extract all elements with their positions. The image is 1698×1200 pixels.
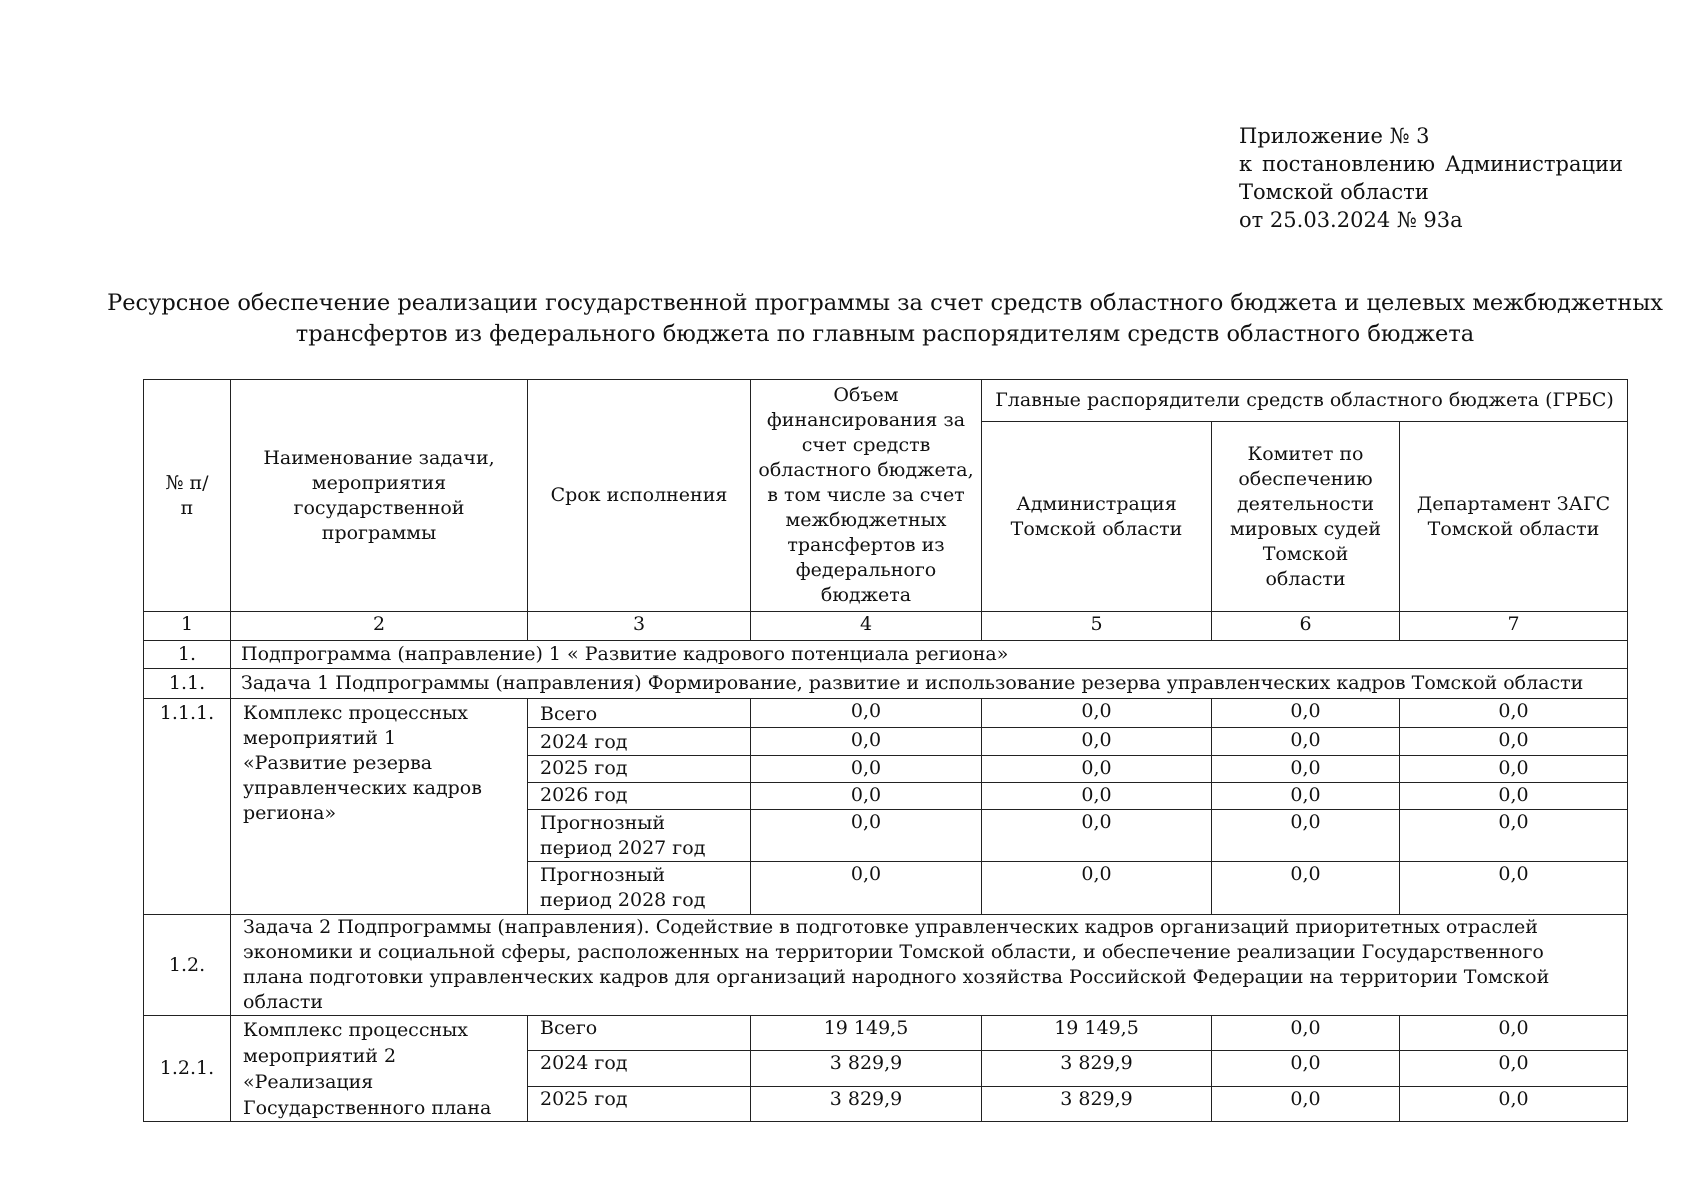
complex-num: 1.2.1. (144, 1016, 231, 1122)
resource-table (143, 379, 1628, 1122)
admin-cell: 3 829,9 (982, 1051, 1212, 1086)
term-cell: Прогнозный период 2027 год (528, 810, 751, 862)
committee-cell: 0,0 (1212, 699, 1400, 728)
volume-cell: 0,0 (751, 783, 982, 810)
admin-cell: 0,0 (982, 728, 1212, 756)
zags-cell: 0,0 (1400, 1086, 1628, 1121)
subprogram-title: Подпрограмма (направление) 1 « Развитие кадрового потенциала региона» (231, 641, 1628, 669)
committee-cell: 0,0 (1212, 756, 1400, 783)
table-row (144, 1016, 1628, 1051)
zags-cell: 0,0 (1400, 783, 1628, 810)
zags-cell: 0,0 (1400, 810, 1628, 862)
appendix-region: Томской области (1239, 180, 1429, 204)
volume-cell: 0,0 (751, 756, 982, 783)
document-title-line-1: Ресурсное обеспечение реализации государственной программы за счет средств областного бюджета и целевых межбюджетных (107, 290, 1663, 316)
column-number: 7 (1400, 612, 1628, 641)
admin-cell: 0,0 (982, 699, 1212, 728)
task-row (144, 915, 1628, 1016)
zags-cell: 0,0 (1400, 1016, 1628, 1051)
header-num: № п/п (144, 380, 231, 612)
header-name: Наименование задачи, мероприятия государственной программы (231, 380, 528, 612)
committee-cell: 0,0 (1212, 1051, 1400, 1086)
task-num: 1.2. (144, 915, 231, 1016)
term-cell: 2024 год (528, 1051, 751, 1086)
subprogram-num: 1. (144, 641, 231, 669)
task-title: Задача 2 Подпрограммы (направления). Содействие в подготовке управленческих кадров организаций приоритетных отраслей экономики и социальной сферы, расположенных на территории Томской области, и обеспечение реализации Государственного плана подготовки управленческих кадров для организаций народного хозяйства Российской Федерации на территории Томской области (231, 915, 1628, 1016)
appendix-date: от 25.03.2024 № 93а (1239, 208, 1463, 232)
volume-cell: 3 829,9 (751, 1086, 982, 1121)
column-number: 4 (751, 612, 982, 641)
task-row (144, 669, 1628, 699)
appendix-number: Приложение № 3 (1239, 124, 1430, 148)
table-row (144, 699, 1628, 728)
complex-name: Комплекс процессных мероприятий 1 «Развитие резерва управленческих кадров региона» (231, 699, 528, 915)
zags-cell: 0,0 (1400, 728, 1628, 756)
admin-cell: 0,0 (982, 783, 1212, 810)
task-title: Задача 1 Подпрограммы (направления) Формирование, развитие и использование резерва управленческих кадров Томской области (231, 669, 1628, 699)
committee-cell: 0,0 (1212, 783, 1400, 810)
admin-cell: 0,0 (982, 810, 1212, 862)
committee-cell: 0,0 (1212, 1016, 1400, 1051)
header-volume: Объем финансирования за счет средств областного бюджета, в том числе за счет межбюджетных трансфертов из федерального бюджета (751, 380, 982, 612)
header-committee: Комитет по обеспечению деятельности мировых судей Томской области (1212, 422, 1400, 612)
committee-cell: 0,0 (1212, 862, 1400, 915)
term-cell: 2025 год (528, 1086, 751, 1121)
admin-cell: 3 829,9 (982, 1086, 1212, 1121)
volume-cell: 0,0 (751, 728, 982, 756)
volume-cell: 0,0 (751, 862, 982, 915)
volume-cell: 3 829,9 (751, 1051, 982, 1086)
complex-name: Комплекс процессных мероприятий 2 «Реализация Государственного плана (231, 1016, 528, 1122)
zags-cell: 0,0 (1400, 699, 1628, 728)
admin-cell: 0,0 (982, 756, 1212, 783)
term-cell: 2024 год (528, 728, 751, 756)
term-cell: 2025 год (528, 756, 751, 783)
committee-cell: 0,0 (1212, 728, 1400, 756)
term-cell: Прогнозный период 2028 год (528, 862, 751, 915)
document-title-line-2: трансфертов из федерального бюджета по главным распорядителям средств областного бюджета (295, 321, 1475, 347)
committee-cell: 0,0 (1212, 810, 1400, 862)
term-cell: 2026 год (528, 783, 751, 810)
volume-cell: 0,0 (751, 810, 982, 862)
committee-cell: 0,0 (1212, 1086, 1400, 1121)
header-admin: Администрация Томской области (982, 422, 1212, 612)
header-zags: Департамент ЗАГС Томской области (1400, 422, 1628, 612)
complex-num: 1.1.1. (144, 699, 231, 915)
document-title (100, 288, 1670, 350)
appendix-decree: к постановлению Администрации (1239, 152, 1623, 176)
zags-cell: 0,0 (1400, 862, 1628, 915)
admin-cell: 19 149,5 (982, 1016, 1212, 1051)
term-cell: Всего (528, 699, 751, 728)
task-num: 1.1. (144, 669, 231, 699)
column-number: 5 (982, 612, 1212, 641)
subprogram-row (144, 641, 1628, 669)
term-cell: Всего (528, 1016, 751, 1051)
volume-cell: 19 149,5 (751, 1016, 982, 1051)
column-number: 3 (528, 612, 751, 641)
appendix-block (1239, 122, 1623, 234)
column-number: 6 (1212, 612, 1400, 641)
zags-cell: 0,0 (1400, 1051, 1628, 1086)
column-numbers-row (144, 612, 1628, 641)
admin-cell: 0,0 (982, 862, 1212, 915)
zags-cell: 0,0 (1400, 756, 1628, 783)
column-number: 2 (231, 612, 528, 641)
column-number: 1 (144, 612, 231, 641)
volume-cell: 0,0 (751, 699, 982, 728)
header-term: Срок исполнения (528, 380, 751, 612)
header-grbs: Главные распорядители средств областного бюджета (ГРБС) (982, 380, 1628, 422)
